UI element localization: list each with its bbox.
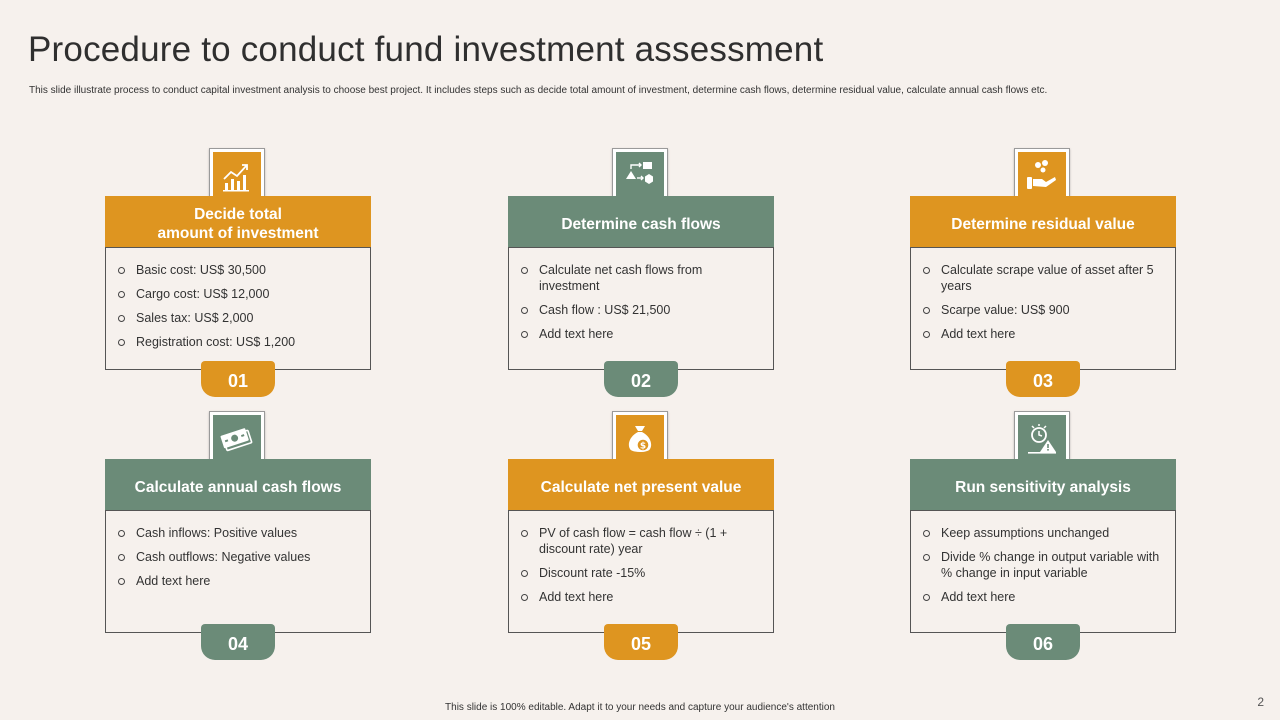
list-item: Keep assumptions unchanged [923, 525, 1163, 541]
list-item: Scarpe value: US$ 900 [923, 302, 1163, 318]
step-heading-line2: amount of investment [157, 225, 319, 242]
step-card-06 [910, 411, 1176, 654]
step-heading [105, 459, 371, 511]
page-subtitle: This slide illustrate process to conduct capital investment analysis to choose best project. It includes steps such as decide total amount of investment, determine cash flows, determine residual value, calculate annual cash flows etc. [29, 85, 1048, 96]
step-card-03 [910, 148, 1176, 391]
step-number-badge: 03 [1006, 365, 1080, 397]
step-number-badge: 06 [1006, 628, 1080, 660]
list-item: Cash inflows: Positive values [118, 525, 358, 541]
list-item: Divide % change in output variable with % change in input variable [923, 549, 1163, 581]
list-item: Cash flow : US$ 21,500 [521, 302, 761, 318]
step-details [508, 247, 774, 370]
list-item: Cargo cost: US$ 12,000 [118, 286, 358, 302]
step-details [910, 247, 1176, 370]
list-item: PV of cash flow = cash flow ÷ (1 + discount rate) year [521, 525, 761, 557]
step-card-05 [508, 411, 774, 654]
step-card-04 [105, 411, 371, 654]
step-heading-line1: Decide total [194, 206, 282, 223]
list-item: Registration cost: US$ 1,200 [118, 334, 358, 350]
list-item: Add text here [521, 589, 761, 605]
step-heading [508, 196, 774, 248]
step-heading-line1: Determine residual value [951, 215, 1135, 233]
step-number-badge: 02 [604, 365, 678, 397]
list-item: Add text here [521, 326, 761, 342]
cash-bills-icon [213, 415, 261, 463]
step-heading-line1: Run sensitivity analysis [955, 478, 1131, 496]
list-item: Add text here [118, 573, 358, 589]
growth-chart-icon [213, 152, 261, 200]
hand-coins-icon [1018, 152, 1066, 200]
list-item: Add text here [923, 589, 1163, 605]
step-number-badge: 01 [201, 365, 275, 397]
step-card-02 [508, 148, 774, 391]
list-item: Cash outflows: Negative values [118, 549, 358, 565]
flow-shapes-icon [616, 152, 664, 200]
step-details [105, 510, 371, 633]
step-card-01 [105, 148, 371, 391]
alert-clock-icon [1018, 415, 1066, 463]
step-heading-line1: Calculate net present value [540, 478, 742, 496]
step-details [508, 510, 774, 633]
list-item: Discount rate -15% [521, 565, 761, 581]
step-heading [508, 459, 774, 511]
step-heading-line1: Calculate annual cash flows [134, 478, 342, 496]
list-item: Calculate net cash flows from investment [521, 262, 761, 294]
step-details [910, 510, 1176, 633]
step-heading [105, 196, 371, 248]
money-bag-icon [616, 415, 664, 463]
page-title: Procedure to conduct fund investment assessment [28, 30, 824, 69]
list-item: Add text here [923, 326, 1163, 342]
step-heading [910, 196, 1176, 248]
list-item: Calculate scrape value of asset after 5 years [923, 262, 1163, 294]
step-number-badge: 05 [604, 628, 678, 660]
list-item: Basic cost: US$ 30,500 [118, 262, 358, 278]
svg-text:$: $ [639, 441, 647, 452]
step-heading [910, 459, 1176, 511]
step-heading-line1: Determine cash flows [561, 215, 721, 233]
step-number-badge: 04 [201, 628, 275, 660]
footer-note: This slide is 100% editable. Adapt it to your needs and capture your audience's attention [445, 702, 835, 713]
step-details [105, 247, 371, 370]
page-number: 2 [1257, 695, 1264, 709]
list-item: Sales tax: US$ 2,000 [118, 310, 358, 326]
